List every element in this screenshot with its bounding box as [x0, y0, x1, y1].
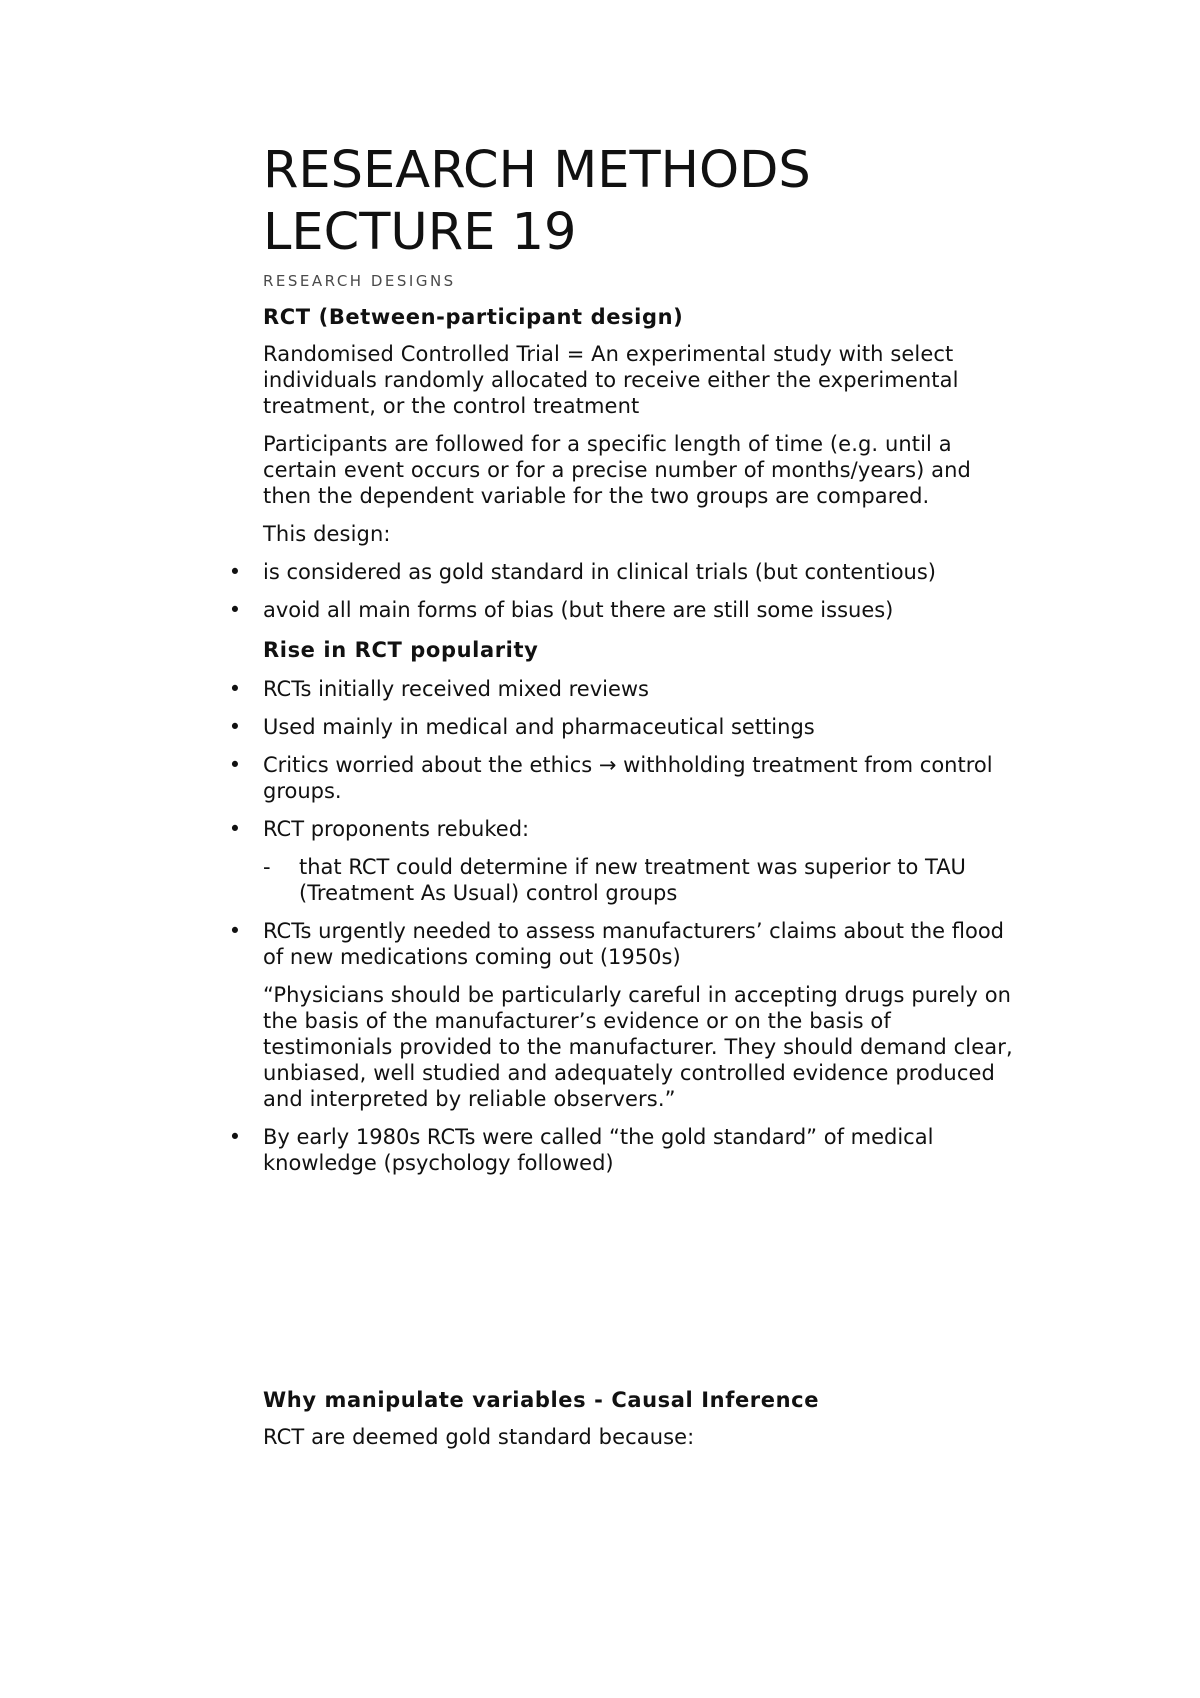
document-content: [228, 140, 1023, 1450]
list-item-text: RCT proponents rebuked:: [263, 817, 530, 841]
document-title: [263, 140, 1023, 264]
document-subtitle: RESEARCH DESIGNS: [263, 272, 456, 290]
list-item: [228, 559, 1023, 585]
paragraph-gold-standard-because: RCT are deemed gold standard because:: [263, 1425, 695, 1449]
title-line-1: RESEARCH METHODS: [263, 141, 811, 200]
list-item-text: avoid all main forms of bias (but there are still some issues): [263, 598, 894, 622]
bullet-icon: •: [228, 919, 242, 943]
list-item: [228, 1124, 1023, 1176]
design-bullet-list: [228, 559, 1023, 623]
bullet-icon: •: [228, 715, 242, 739]
section-heading-popularity: Rise in RCT popularity: [263, 638, 539, 662]
dash-item-text: that RCT could determine if new treatment was superior to TAU (Treatment As Usual) control groups: [299, 855, 966, 905]
list-item-text: RCTs urgently needed to assess manufacturers’ claims about the flood of new medications coming out (1950s): [263, 919, 1004, 969]
dash-list-item: [263, 854, 1023, 906]
bullet-icon: •: [228, 817, 242, 841]
bullet-icon: •: [228, 677, 242, 701]
manufacturers-bullet-list: [228, 918, 1023, 970]
bullet-icon: •: [228, 1125, 242, 1149]
list-item: [228, 918, 1023, 970]
section-heading-causal-inference: Why manipulate variables - Causal Inference: [263, 1388, 820, 1412]
dash-icon: -: [263, 855, 271, 879]
list-item: [228, 752, 1023, 804]
list-item-text: is considered as gold standard in clinical trials (but contentious): [263, 560, 936, 584]
list-item: [228, 714, 1023, 740]
bullet-icon: •: [228, 560, 242, 584]
gold-standard-bullet-list: [228, 1124, 1023, 1176]
paragraph-rct-definition: Randomised Controlled Trial = An experimental study with select individuals randomly allocated to receive either the experimental treatment, or the control treatment: [263, 342, 959, 418]
list-item-text: RCTs initially received mixed reviews: [263, 677, 649, 701]
list-item-text: Critics worried about the ethics → withholding treatment from control groups.: [263, 753, 993, 803]
list-item: [228, 816, 1023, 842]
section-heading-rct: RCT (Between-participant design): [263, 305, 684, 329]
list-item-text: Used mainly in medical and pharmaceutical settings: [263, 715, 815, 739]
paragraph-this-design: This design:: [263, 522, 391, 546]
title-line-2: LECTURE 19: [263, 203, 577, 262]
paragraph-participants: Participants are followed for a specific length of time (e.g. until a certain event occurs or for a precise number of months/years) and then the dependent variable for the two groups are compared.: [263, 432, 971, 508]
blank-space: [263, 1176, 1023, 1386]
quote-paragraph: “Physicians should be particularly careful in accepting drugs purely on the basis of the manufacturer’s evidence or on the basis of testimonials provided to the manufacturer. They should demand clear, unbiased, well studied and adequately controlled evidence produced and interpreted by reliable observers.”: [263, 983, 1013, 1111]
list-item: [228, 676, 1023, 702]
list-item-text: By early 1980s RCTs were called “the gold standard” of medical knowledge (psychology followed): [263, 1125, 934, 1175]
list-item: [228, 597, 1023, 623]
popularity-bullet-list: [228, 676, 1023, 842]
bullet-icon: •: [228, 753, 242, 777]
bullet-icon: •: [228, 598, 242, 622]
